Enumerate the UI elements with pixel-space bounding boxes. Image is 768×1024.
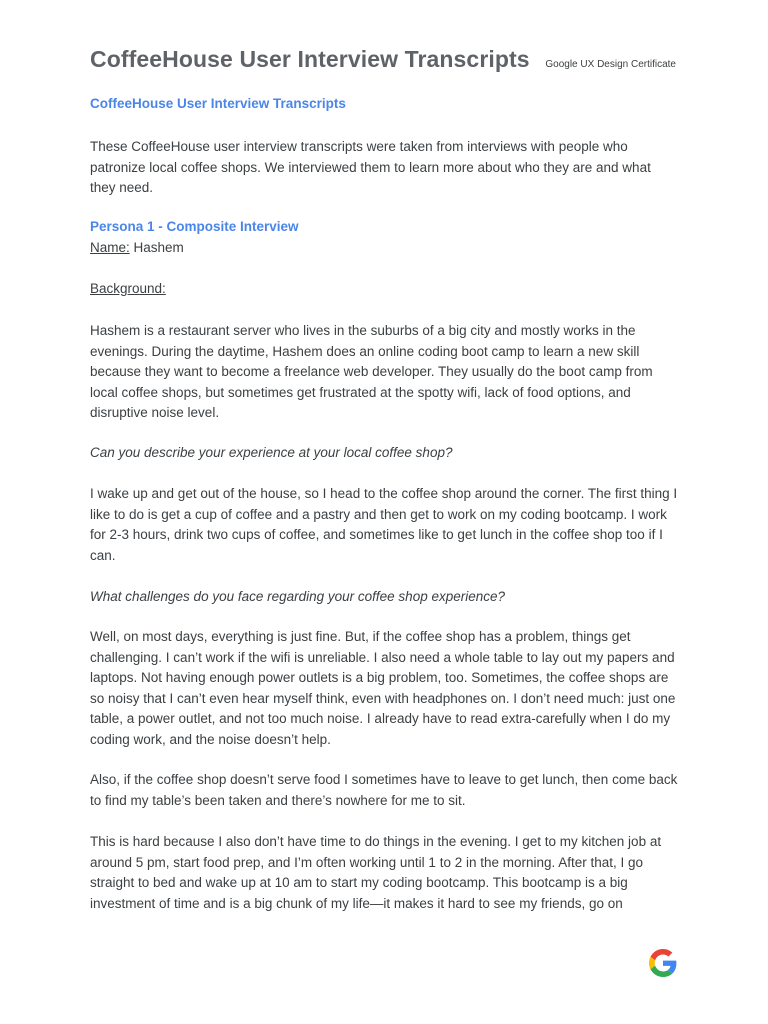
certificate-label: Google UX Design Certificate (545, 59, 676, 70)
interview-question-2: What challenges do you face regarding your coffee shop experience? (90, 589, 506, 604)
interview-answer-1: I wake up and get out of the house, so I head to the coffee shop around the corner. The first thing I like to do is get a cup of coffee and a pastry and then get to work on my coding bootcamp. I work for 2-3 hours, drink two cups of coffee, and sometimes like to get lunch in the coffee shop too if I can. (90, 486, 678, 563)
background-label: Background: (90, 281, 166, 296)
name-label: Name: (90, 240, 130, 255)
intro-paragraph: These CoffeeHouse user interview transcripts were taken from interviews with people who patronize local coffee shops. We interviewed them to learn more about who they are and what they need. (90, 139, 651, 195)
document-header (90, 44, 680, 78)
persona-heading: Persona 1 - Composite Interview (90, 219, 299, 234)
google-logo-icon (649, 949, 677, 977)
interview-question-1: Can you describe your experience at your local coffee shop? (90, 445, 453, 460)
persona-name-line (90, 240, 184, 255)
section-title: CoffeeHouse User Interview Transcripts (90, 96, 346, 111)
name-value: Hashem (129, 240, 184, 255)
background-paragraph: Hashem is a restaurant server who lives in the suburbs of a big city and mostly works in the evenings. During the daytime, Hashem does an online coding boot camp to learn a new skill because they want to become a freelance web developer. They usually do the boot camp from local coffee shops, but sometimes get frustrated at the spotty wifi, lack of food options, and disruptive noise level. (90, 323, 653, 420)
document-title: CoffeeHouse User Interview Transcripts (90, 46, 530, 72)
interview-answer-3: Also, if the coffee shop doesn’t serve food I sometimes have to leave to get lunch, then come back to find my table’s been taken and there’s nowhere for me to sit. (90, 772, 678, 808)
interview-answer-2: Well, on most days, everything is just fine. But, if the coffee shop has a problem, things get challenging. I can’t work if the wifi is unreliable. I also need a whole table to lay out my papers and laptops. Not having enough power outlets is a big problem, too. Sometimes, the coffee shops are so noisy that I can’t even hear myself think, even with headphones on. I don’t need much: just one table, a power outlet, and not too much noise. I already have to read extra-carefully when I do my coding work, and the noise doesn’t help. (90, 629, 676, 747)
interview-answer-4: This is hard because I also don’t have time to do things in the evening. I get to my kitchen job at around 5 pm, start food prep, and I’m often working until 1 to 2 in the morning. After that, I go straight to bed and wake up at 10 am to start my coding bootcamp. This bootcamp is a big investment of time and is a big chunk of my life—it makes it hard to see my friends, go on (90, 834, 662, 911)
